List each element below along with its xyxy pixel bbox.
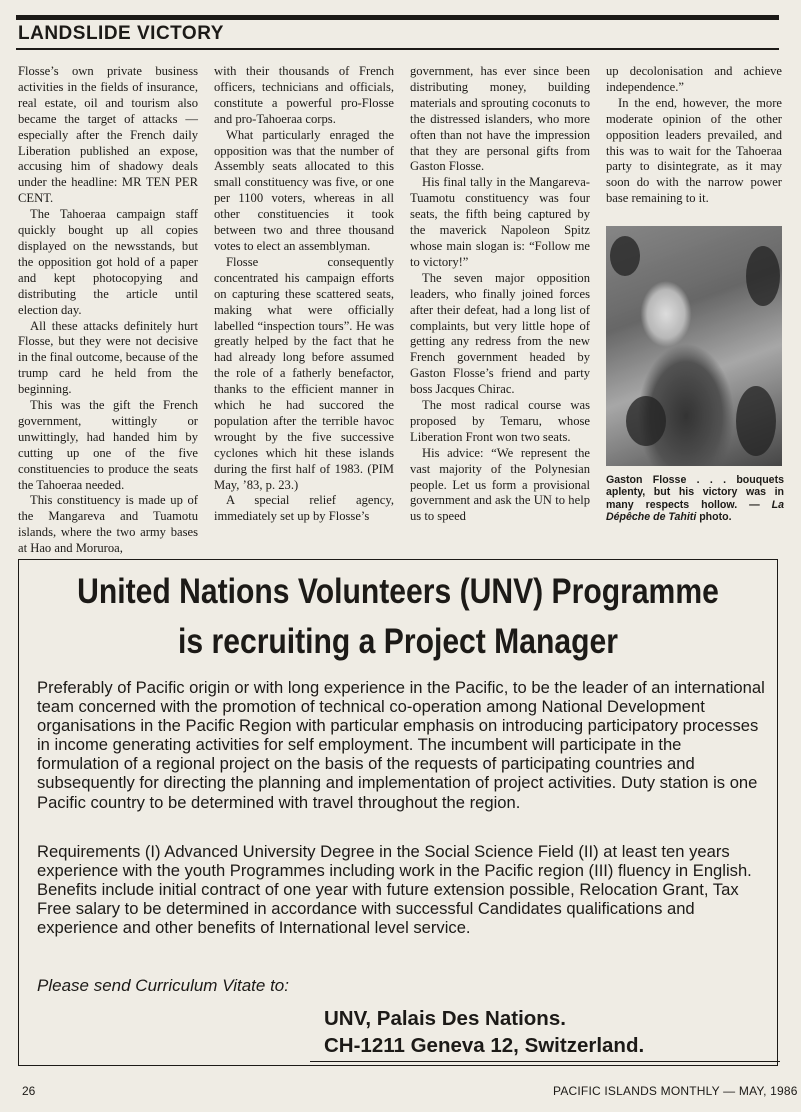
paragraph: with their thousands of French officers, technicians and officials, constitute a powerful pro-Flosse and pro-Tahoeraa corps.	[214, 64, 394, 126]
paragraph: His advice: “We represent the vast majority of the Polynesian people. Let us form a provisional government and ask the UN to help us to speed	[410, 445, 590, 524]
ad-description: Preferably of Pacific origin or with long experience in the Pacific, to be the leader of an international team concerned with the promotion of technical co-operation among National Development organisations in the Pacific Region with particular emphasis on introducing participatory processes in income generating activities for self employment. The incumbent will participate in the formulation of a regional project on the basis of the requests of participating countries and subsequently for directing the planning and implementation of project activities. Duty station is one Pacific country to be determined with travel throughout the region.	[37, 678, 765, 812]
header-rule	[16, 48, 779, 50]
publication-line: PACIFIC ISLANDS MONTHLY — MAY, 1986	[553, 1084, 798, 1098]
section-title: LANDSLIDE VICTORY	[18, 23, 224, 44]
paragraph: His final tally in the Mangareva-Tuamotu constituency was four seats, the fifth being captured by the maverick Napoleon Spitz whose main slogan is: “Follow me to victory!”	[410, 175, 590, 269]
paragraph: Flosse consequently concentrated his campaign efforts on capturing these scattered seats, making what were officially labelled “inspection tours”. He was greatly helped by the fact that he had already long before assumed the role of a fatherly benefactor, thanks to the efficient manner in which he had succored the population after the terrible havoc wrought by the five successive cyclones which hit these islands during the first half of 1983. (PIM May, ’83, p. 23.)	[214, 254, 394, 492]
article-column-3	[410, 64, 590, 525]
photo-caption	[606, 474, 784, 524]
job-advertisement	[18, 559, 778, 1066]
caption-text: Gaston Flosse . . . bouquets aplenty, but his victory was in many respects hollow. —	[606, 474, 784, 511]
caption-source: La Dépêche de Tahiti	[606, 498, 784, 524]
paragraph: A special relief agency, immediately set up by Flosse’s	[214, 493, 394, 524]
article-column-1	[18, 64, 198, 557]
paragraph: This was the gift the French government, wittingly or unwittingly, had handed him by cutting up one of the five constituencies to produce the seats the Tahoeraa needed.	[18, 398, 198, 492]
paragraph: What particularly enraged the opposition was that the number of Assembly seats allocated to this small constituency was five, or one per 1100 voters, whereas in all other constituencies it took between two and three thousand votes to elect an assemblyman.	[214, 127, 394, 253]
ad-address-line-2: CH-1211 Geneva 12, Switzerland.	[324, 1034, 645, 1057]
caption-tail: photo.	[696, 511, 732, 524]
paragraph: Flosse’s own private business activities in the fields of insurance, real estate, oil and tourism also became the target of attacks — especially after the French daily Liberation published an expose, accusing him of shadowy deals under the headline: MR TEN PER CENT.	[18, 64, 198, 206]
ad-send-line: Please send Curriculum Vitate to:	[37, 976, 289, 995]
page-number: 26	[22, 1084, 36, 1098]
paragraph: The seven major opposition leaders, who finally joined forces after their defeat, had a long list of complaints, but very little hope of getting any redress from the new French government headed by Gaston Flosse’s friend and party boss Jacques Chirac.	[410, 270, 590, 397]
footer-rule	[310, 1061, 780, 1062]
paragraph: In the end, however, the more moderate opinion of the other opposition leaders prevailed, and this was to wait for the Tahoeraa party to disintegrate, as it may soon do with the narrow power base remaining to it.	[606, 95, 782, 206]
ad-subheadline: is recruiting a Project Manager	[178, 622, 618, 661]
paragraph: The Tahoeraa campaign staff quickly bought up all copies displayed on the newsstands, but the opposition got hold of a paper and kept photocopying and distributing the article until election day.	[18, 207, 198, 317]
article-column-4	[606, 64, 782, 207]
paragraph: up decolonisation and achieve independence.”	[606, 64, 782, 94]
ad-headline: United Nations Volunteers (UNV) Programme	[77, 572, 719, 611]
ad-requirements: Requirements (I) Advanced University Degree in the Social Science Field (II) at least ten years experience with the youth Programmes including work in the Pacific region (III) fluency in English. Benefits include initial contract of one year with future extension possible, Relocation Grant, Tax Free salary to be determined in accordance with successful Candidates qualifications and experience and other benefits of International level service.	[37, 842, 752, 938]
portrait-photo	[606, 226, 782, 466]
paragraph: The most radical course was proposed by Temaru, whose Liberation Front won two seats.	[410, 398, 590, 444]
paragraph: government, has ever since been distributing money, building materials and sprouting coconuts to the distressed islanders, who more often than not have the impression that they are personal gifts from Gaston Flosse.	[410, 64, 590, 174]
article-column-2	[214, 64, 394, 525]
top-rule	[16, 15, 779, 20]
paragraph: All these attacks definitely hurt Flosse, but they were not decisive in the final outcome, because of the trump card he held from the beginning.	[18, 318, 198, 397]
ad-address-line-1: UNV, Palais Des Nations.	[324, 1007, 566, 1030]
paragraph: This constituency is made up of the Mangareva and Tuamotu islands, where the two army bases at Hao and Moruroa,	[18, 493, 198, 556]
